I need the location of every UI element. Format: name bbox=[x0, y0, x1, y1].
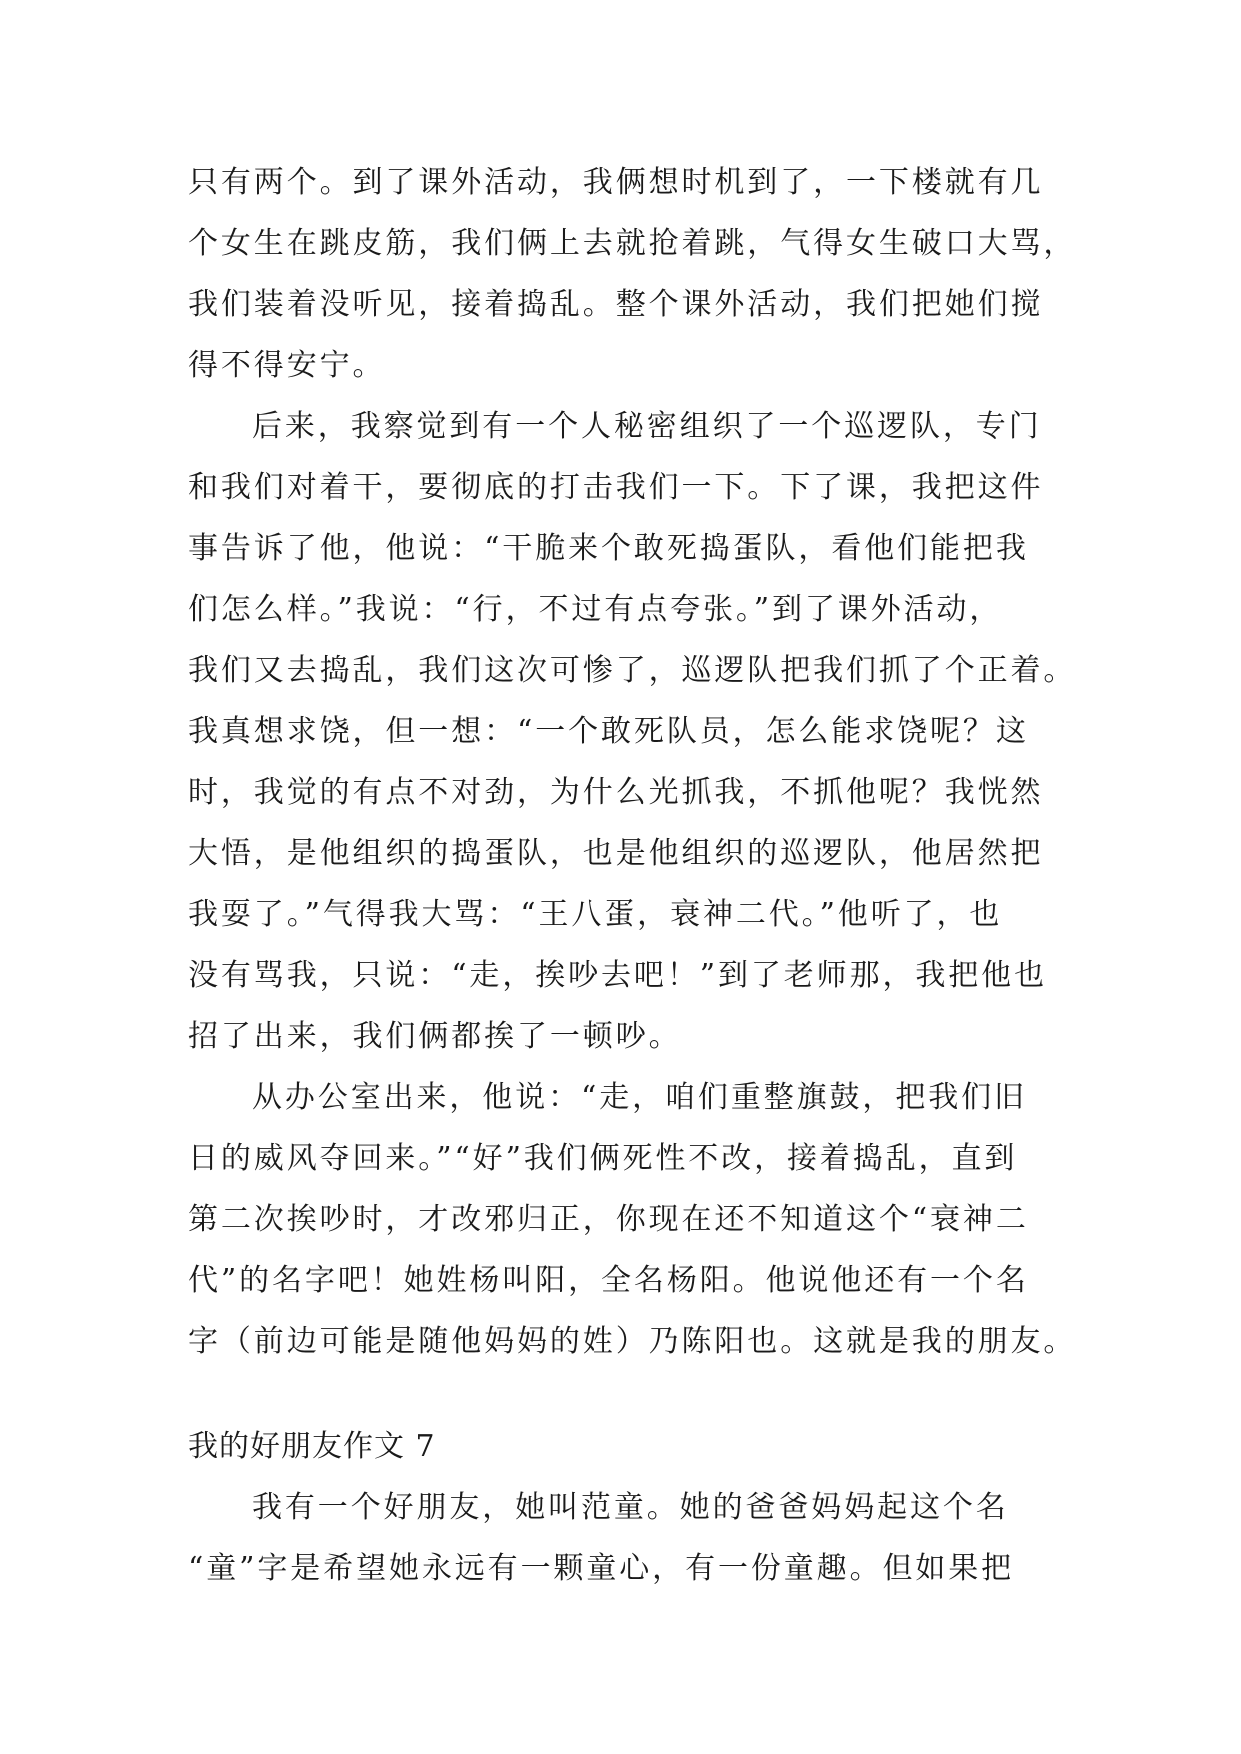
text-line: 只有两个。到了课外活动，我俩想时机到了，一下楼就有几 bbox=[188, 165, 1044, 200]
text-line: “童”字是希望她永远有一颗童心，有一份童趣。但如果把 bbox=[188, 1551, 1015, 1586]
text-line: 得不得安宁。 bbox=[188, 348, 386, 383]
text-line: 字（前边可能是随他妈妈的姓）乃陈阳也。这就是我的朋友。 bbox=[188, 1324, 1077, 1359]
text-line: 时，我觉的有点不对劲，为什么光抓我，不抓他呢？我恍然 bbox=[188, 775, 1044, 810]
text-line: 日的威风夺回来。”“好”我们俩死性不改，接着捣乱，直到 bbox=[188, 1141, 1018, 1176]
text-line: 没有骂我，只说：“走，挨吵去吧！”到了老师那，我把他也 bbox=[188, 958, 1047, 993]
paragraph-2 bbox=[188, 396, 1077, 1067]
text-line: 个女生在跳皮筋，我们俩上去就抢着跳，气得女生破口大骂， bbox=[188, 226, 1077, 261]
text-line: 我有一个好朋友，她叫范童。她的爸爸妈妈起这个名 bbox=[252, 1490, 1009, 1525]
paragraph-3 bbox=[188, 1067, 1077, 1372]
text-line: 们怎么样。”我说：“行，不过有点夸张。”到了课外活动， bbox=[188, 592, 1003, 627]
text-line: 我们又去捣乱，我们这次可惨了，巡逻队把我们抓了个正着。 bbox=[188, 653, 1077, 688]
text-line: 我真想求饶，但一想：“一个敢死队员，怎么能求饶呢？这 bbox=[188, 714, 1029, 749]
text-line: 从办公室出来，他说：“走，咱们重整旗鼓，把我们旧 bbox=[252, 1080, 1027, 1115]
text-line: 第二次挨吵时，才改邪归正，你现在还不知道这个“衰神二 bbox=[188, 1202, 1029, 1237]
section-gap bbox=[188, 1372, 1054, 1416]
text-line: 和我们对着干，要彻底的打击我们一下。下了课，我把这件 bbox=[188, 470, 1044, 505]
text-line: 代”的名字吧！她姓杨叫阳，全名杨阳。他说他还有一个名 bbox=[188, 1263, 1029, 1298]
text-line: 我们装着没听见，接着捣乱。整个课外活动，我们把她们搅 bbox=[188, 287, 1044, 322]
paragraph-1 bbox=[188, 152, 1077, 396]
text-line: 招了出来，我们俩都挨了一顿吵。 bbox=[188, 1019, 682, 1054]
text-line: 事告诉了他，他说：“干脆来个敢死捣蛋队，看他们能把我 bbox=[188, 531, 1029, 566]
text-line: 后来，我察觉到有一个人秘密组织了一个巡逻队，专门 bbox=[252, 409, 1042, 444]
text-line: 大悟，是他组织的捣蛋队，也是他组织的巡逻队，他居然把 bbox=[188, 836, 1044, 871]
paragraph-4 bbox=[188, 1477, 1054, 1599]
section-title: 我的好朋友作文 7 bbox=[188, 1429, 436, 1464]
text-line: 我耍了。”气得我大骂：“王八蛋，衰神二代。”他听了，也 bbox=[188, 897, 1003, 932]
document-page bbox=[188, 152, 1077, 1599]
